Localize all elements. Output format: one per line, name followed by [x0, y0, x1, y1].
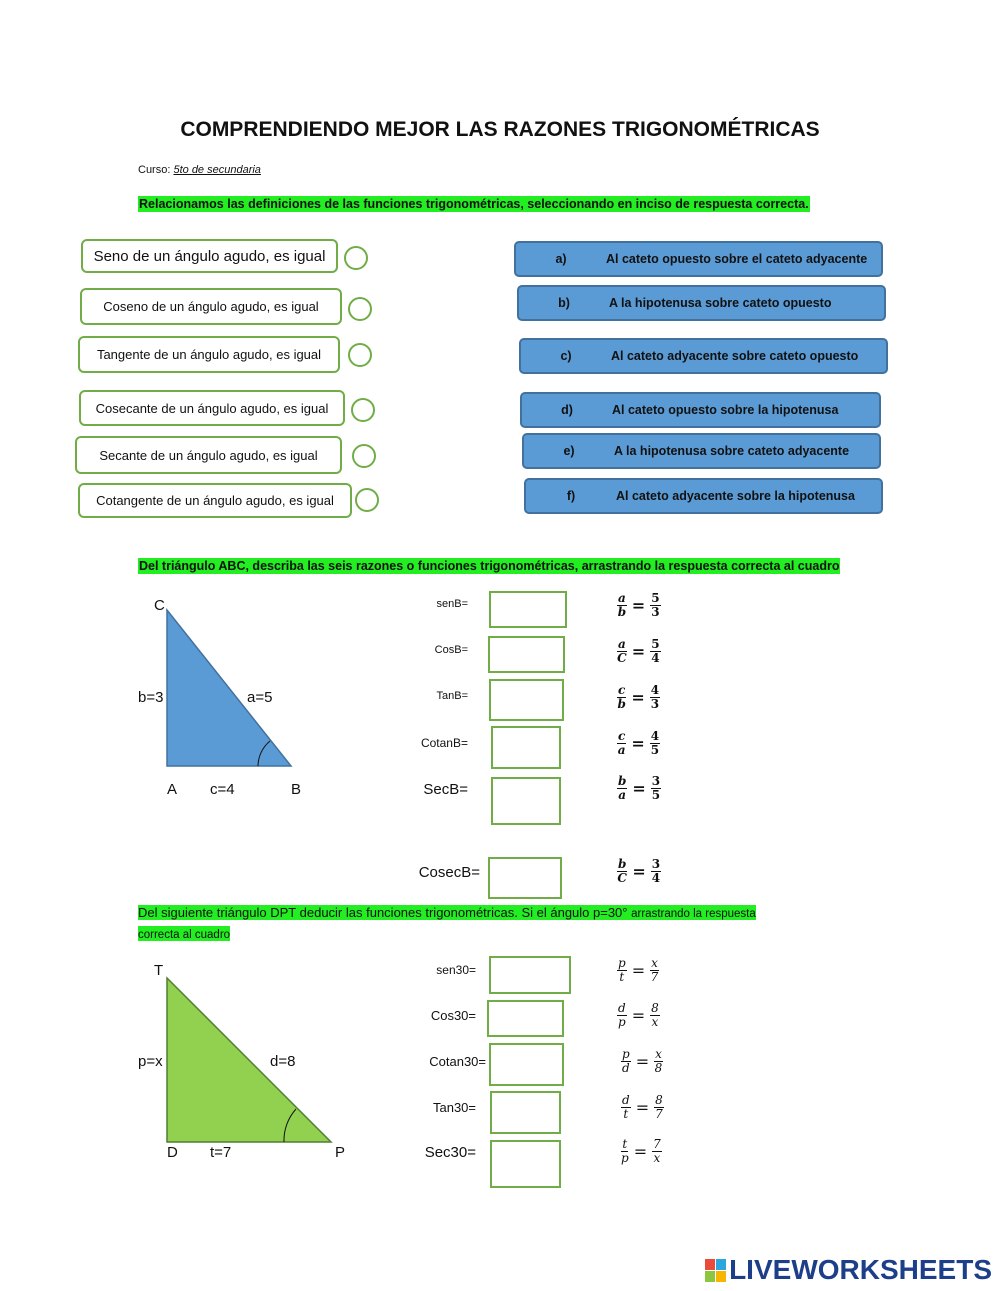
- denominator: p: [618, 1015, 626, 1029]
- answer-option[interactable]: [524, 478, 883, 514]
- ratio-label: TanB=: [436, 690, 468, 702]
- question-box: Cosecante de un ángulo agudo, es igual: [79, 390, 345, 426]
- numerator: a: [618, 637, 626, 651]
- equals-sign: =: [635, 1098, 650, 1117]
- denominator: d: [622, 1061, 630, 1075]
- course-value: 5to de secundaria: [173, 164, 261, 176]
- answer-drop-box[interactable]: [491, 726, 561, 769]
- numerator: 4: [650, 683, 660, 697]
- option-text: Al cateto opuesto sobre el cateto adyacente: [606, 252, 868, 266]
- denominator: a: [617, 743, 626, 757]
- answer-drop-box[interactable]: [489, 679, 564, 721]
- numerator: 4: [650, 729, 660, 743]
- fraction-answer[interactable]: [621, 1048, 663, 1075]
- numerator: d: [622, 1093, 630, 1107]
- option-letter: b): [558, 296, 570, 310]
- question-box: Seno de un ángulo agudo, es igual: [81, 239, 338, 273]
- numerator: x: [655, 1047, 662, 1061]
- question-box: Secante de un ángulo agudo, es igual: [75, 436, 342, 474]
- answer-drop-box[interactable]: [490, 1091, 561, 1134]
- triangle-dpt-shape: [167, 978, 331, 1142]
- denominator: 4: [651, 651, 660, 665]
- numerator: p: [618, 956, 626, 970]
- numerator: b: [618, 857, 627, 871]
- option-letter: a): [555, 252, 567, 266]
- triangle-dpt: [130, 960, 350, 1160]
- question-box: Tangente de un ángulo agudo, es igual: [78, 336, 340, 373]
- denominator: 4: [651, 871, 661, 885]
- numerator: 8: [651, 1001, 659, 1015]
- equals-sign: =: [632, 862, 646, 881]
- triangle-abc-shape: [167, 610, 291, 766]
- side-b-label: b=3: [138, 689, 164, 706]
- numerator: d: [618, 1001, 626, 1015]
- numerator: b: [618, 774, 627, 788]
- answer-select-circle[interactable]: [355, 488, 379, 512]
- answer-drop-box[interactable]: [487, 1000, 564, 1037]
- fraction-answer[interactable]: [617, 592, 661, 619]
- side-t-label: t=7: [210, 1144, 232, 1161]
- fraction-answer[interactable]: [617, 858, 661, 885]
- side-a-label: a=5: [247, 689, 273, 706]
- numerator: p: [622, 1047, 630, 1061]
- denominator: C: [617, 651, 627, 665]
- option-letter: c): [560, 349, 572, 363]
- ratio-label: SecB=: [423, 781, 468, 798]
- answer-select-circle[interactable]: [352, 444, 376, 468]
- answer-drop-box[interactable]: [491, 777, 561, 825]
- answer-option[interactable]: [520, 392, 881, 428]
- ratio-label: Sec30=: [424, 1144, 476, 1161]
- option-text: A la hipotenusa sobre cateto adyacente: [614, 444, 850, 458]
- fraction-answer[interactable]: [617, 957, 659, 984]
- denominator: x: [651, 1015, 659, 1029]
- option-text: Al cateto opuesto sobre la hipotenusa: [612, 403, 839, 417]
- section3-instruction-end: correcta al cuadro: [138, 929, 231, 941]
- section3-instruction-tail: arrastrando la respuesta: [631, 908, 756, 920]
- answer-select-circle[interactable]: [348, 297, 372, 321]
- equals-sign: =: [631, 596, 646, 615]
- course-label: Curso:: [138, 164, 171, 176]
- equals-sign: =: [635, 1052, 650, 1071]
- answer-option[interactable]: [519, 338, 888, 374]
- equals-sign: =: [631, 1006, 646, 1025]
- denominator: x: [653, 1151, 661, 1165]
- numerator: 7: [653, 1137, 661, 1151]
- denominator: b: [617, 697, 626, 711]
- ratio-label: Tan30=: [432, 1100, 476, 1115]
- logo-icon: [705, 1259, 726, 1282]
- question-box: Coseno de un ángulo agudo, es igual: [80, 288, 342, 325]
- answer-drop-box[interactable]: [488, 636, 565, 673]
- brand-name: LIVEWORKSHEETS: [729, 1254, 992, 1285]
- ratio-label: sen30=: [436, 963, 476, 977]
- equals-sign: =: [633, 1142, 648, 1161]
- denominator: 3: [651, 605, 660, 619]
- side-d-label: d=8: [270, 1053, 296, 1070]
- answer-drop-box[interactable]: [489, 591, 567, 628]
- fraction-answer[interactable]: [617, 730, 660, 757]
- equals-sign: =: [631, 642, 646, 661]
- side-c-label: c=4: [210, 781, 235, 798]
- answer-select-circle[interactable]: [348, 343, 372, 367]
- denominator: 7: [655, 1107, 663, 1121]
- answer-drop-box[interactable]: [489, 956, 571, 994]
- option-letter: d): [561, 403, 573, 417]
- denominator: t: [623, 1107, 629, 1121]
- denominator: 5: [650, 743, 660, 757]
- numerator: t: [622, 1137, 628, 1151]
- vertex-t: T: [154, 962, 164, 979]
- numerator: 5: [651, 637, 660, 651]
- vertex-a: A: [167, 781, 178, 798]
- denominator: 5: [651, 788, 661, 802]
- answer-drop-box[interactable]: [488, 857, 562, 899]
- answer-select-circle[interactable]: [344, 246, 368, 270]
- fraction-answer[interactable]: [621, 1138, 662, 1165]
- ratio-label: CosB=: [434, 644, 468, 656]
- vertex-b: B: [291, 781, 302, 798]
- fraction-answer[interactable]: [617, 775, 661, 802]
- numerator: a: [618, 591, 626, 605]
- denominator: 8: [654, 1061, 663, 1075]
- numerator: x: [651, 956, 658, 970]
- equals-sign: =: [631, 688, 645, 707]
- equals-sign: =: [631, 961, 646, 980]
- denominator: a: [618, 788, 627, 802]
- section3-instruction: [138, 903, 848, 945]
- numerator: 3: [651, 774, 661, 788]
- denominator: p: [621, 1151, 629, 1165]
- fraction-answer[interactable]: [617, 638, 661, 665]
- denominator: C: [617, 871, 627, 885]
- ratio-label: senB=: [436, 598, 468, 610]
- question-box: Cotangente de un ángulo agudo, es igual: [78, 483, 352, 518]
- answer-drop-box[interactable]: [489, 1043, 564, 1086]
- ratio-label: CotanB=: [420, 736, 468, 750]
- vertex-c: C: [154, 597, 165, 614]
- answer-drop-box[interactable]: [490, 1140, 561, 1188]
- equals-sign: =: [632, 779, 646, 798]
- option-text: Al cateto adyacente sobre cateto opuesto: [611, 349, 859, 363]
- denominator: 3: [650, 697, 660, 711]
- side-p-label: p=x: [138, 1053, 163, 1070]
- answer-option[interactable]: [514, 241, 883, 277]
- option-text: Al cateto adyacente sobre la hipotenusa: [616, 489, 855, 503]
- liveworksheets-logo: [705, 1254, 992, 1286]
- answer-option[interactable]: [522, 433, 881, 469]
- fraction-answer[interactable]: [617, 684, 660, 711]
- equals-sign: =: [631, 734, 645, 753]
- option-letter: e): [563, 444, 575, 458]
- fraction-answer[interactable]: [617, 1002, 660, 1029]
- denominator: t: [619, 970, 625, 984]
- section3-instruction-main: Del siguiente triángulo DPT deducir las funciones trigonométricas. Si el ángulo p=30°: [138, 905, 628, 920]
- numerator: c: [618, 729, 626, 743]
- section2-instruction: Del triángulo ABC, describa las seis razones o funciones trigonométricas, arrastrando la respuesta correcta al cuadro: [139, 559, 840, 573]
- answer-option[interactable]: [517, 285, 886, 321]
- numerator: 8: [655, 1093, 663, 1107]
- answer-select-circle[interactable]: [351, 398, 375, 422]
- denominator: b: [617, 605, 627, 619]
- vertex-d: D: [167, 1144, 178, 1161]
- option-letter: f): [566, 489, 576, 503]
- denominator: 7: [650, 970, 659, 984]
- vertex-p: P: [335, 1144, 346, 1161]
- ratio-label: Cos30=: [430, 1008, 476, 1023]
- ratio-label: CosecB=: [418, 864, 480, 881]
- fraction-answer[interactable]: [621, 1094, 664, 1121]
- course-line: [138, 164, 261, 176]
- numerator: c: [618, 683, 626, 697]
- section1-instruction: Relacionamos las definiciones de las funciones trigonométricas, seleccionando en inciso de respuesta correcta.: [139, 197, 809, 211]
- page-title: COMPRENDIENDO MEJOR LAS RAZONES TRIGONOMÉTRICAS: [180, 118, 820, 141]
- numerator: 3: [651, 857, 661, 871]
- numerator: 5: [651, 591, 660, 605]
- option-text: A la hipotenusa sobre cateto opuesto: [609, 296, 832, 310]
- ratio-label: Cotan30=: [429, 1054, 486, 1069]
